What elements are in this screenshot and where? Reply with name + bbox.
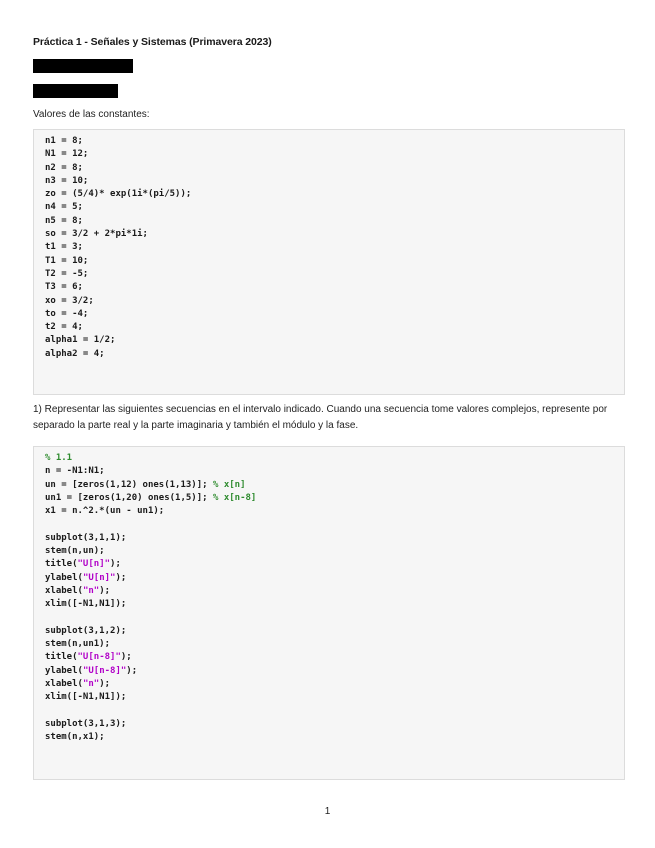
code-text: xo = 3/2; [45, 295, 94, 306]
code-line [45, 518, 624, 531]
constants-code-block [33, 129, 625, 395]
exercise-code-block [33, 446, 625, 780]
code-line [45, 705, 624, 718]
code-line [45, 545, 624, 558]
code-line [45, 665, 624, 678]
code-line [45, 321, 624, 334]
code-line [45, 625, 624, 638]
code-text: zo = (5/4)* exp(1i*(pi/5)); [45, 189, 192, 200]
code-line [45, 479, 624, 492]
code-text: so = 3/2 + 2*pi*1i; [45, 229, 148, 240]
code-line [45, 638, 624, 651]
code-line [45, 718, 624, 731]
code-text: xlabel( [45, 679, 83, 690]
code-line [45, 348, 624, 361]
code-text: n4 = 5; [45, 202, 83, 213]
code-string: "U[n]" [82, 572, 116, 583]
code-line [45, 558, 624, 571]
code-text: stem(n,un1); [45, 639, 111, 650]
code-text: t1 = 3; [45, 242, 83, 253]
code-line [45, 465, 624, 478]
code-line [45, 241, 624, 254]
page-number: 1 [324, 806, 331, 817]
code-line [45, 598, 624, 611]
code-text: ylabel( [45, 572, 83, 583]
code-text: xlim([-N1,N1]); [45, 599, 127, 610]
code-text: title( [45, 652, 78, 663]
code-text: ); [99, 585, 111, 596]
code-text: ); [126, 665, 138, 676]
code-text: subplot(3,1,2); [45, 625, 127, 636]
code-string: "U[n-8]" [82, 665, 127, 676]
code-line [45, 135, 624, 148]
code-line [45, 162, 624, 175]
code-string: "U[n]" [77, 559, 111, 570]
code-line [45, 255, 624, 268]
code-text: ylabel( [45, 665, 83, 676]
code-line [45, 678, 624, 691]
code-text: alpha1 = 1/2; [45, 335, 116, 346]
code-text: N1 = 12; [45, 149, 89, 160]
code-text: un1 = [zeros(1,20) ones(1,5)]; [45, 492, 213, 503]
code-text: xlim([-N1,N1]); [45, 692, 127, 703]
code-text: n2 = 8; [45, 162, 83, 173]
code-line [45, 691, 624, 704]
code-line [45, 281, 624, 294]
code-line [45, 651, 624, 664]
code-line [45, 228, 624, 241]
redacted-block [33, 84, 118, 98]
code-text: T2 = -5; [45, 268, 89, 279]
code-line [45, 612, 624, 625]
code-line [45, 308, 624, 321]
code-comment: % x[n] [212, 479, 246, 490]
code-line [45, 175, 624, 188]
code-line [45, 188, 624, 201]
code-comment: % x[n-8] [212, 492, 257, 503]
code-text: t2 = 4; [45, 322, 83, 333]
code-text: n3 = 10; [45, 175, 89, 186]
code-text: xlabel( [45, 585, 83, 596]
code-text: title( [45, 559, 78, 570]
code-string: "U[n-8]" [77, 652, 121, 663]
code-string: "n" [82, 679, 100, 690]
code-text: ); [99, 679, 111, 690]
code-text: n = -N1:N1; [45, 466, 105, 477]
code-line [45, 334, 624, 347]
constants-intro: Valores de las constantes: [33, 109, 150, 120]
redacted-block [33, 59, 133, 73]
code-text: ); [110, 559, 121, 570]
code-text: stem(n,x1); [45, 732, 105, 743]
code-line [45, 295, 624, 308]
code-text: subplot(3,1,3); [45, 718, 127, 729]
code-line [45, 585, 624, 598]
code-string: "n" [82, 585, 100, 596]
code-line [45, 492, 624, 505]
code-text: ); [115, 572, 127, 583]
code-line [45, 505, 624, 518]
code-line [45, 215, 624, 228]
code-text: n5 = 8; [45, 215, 83, 226]
code-text: ); [120, 652, 132, 663]
code-line [45, 532, 624, 545]
code-text: alpha2 = 4; [45, 348, 105, 359]
code-comment: % 1.1 [45, 453, 73, 463]
code-text: un = [zeros(1,12) ones(1,13)]; [45, 479, 213, 490]
code-text: T3 = 6; [45, 282, 83, 293]
code-text: stem(n,un); [45, 546, 105, 557]
code-text: subplot(3,1,1); [45, 532, 127, 543]
code-line [45, 731, 624, 744]
code-line [45, 148, 624, 161]
code-line [45, 268, 624, 281]
code-line [45, 452, 624, 465]
code-line [45, 201, 624, 214]
code-text: x1 = n.^2.*(un - un1); [45, 506, 165, 517]
document-title: Práctica 1 - Señales y Sistemas (Primavera 2023) [33, 36, 272, 48]
code-text: T1 = 10; [45, 255, 89, 266]
code-line [45, 572, 624, 585]
code-text: to = -4; [45, 308, 89, 319]
code-text: n1 = 8; [45, 136, 83, 146]
exercise-1-text: 1) Representar las siguientes secuencias en el intervalo indicado. Cuando una secuencia tome valores complejos, represente por separado la parte real y la parte imaginaria y también el módulo y la fase. [33, 404, 608, 431]
